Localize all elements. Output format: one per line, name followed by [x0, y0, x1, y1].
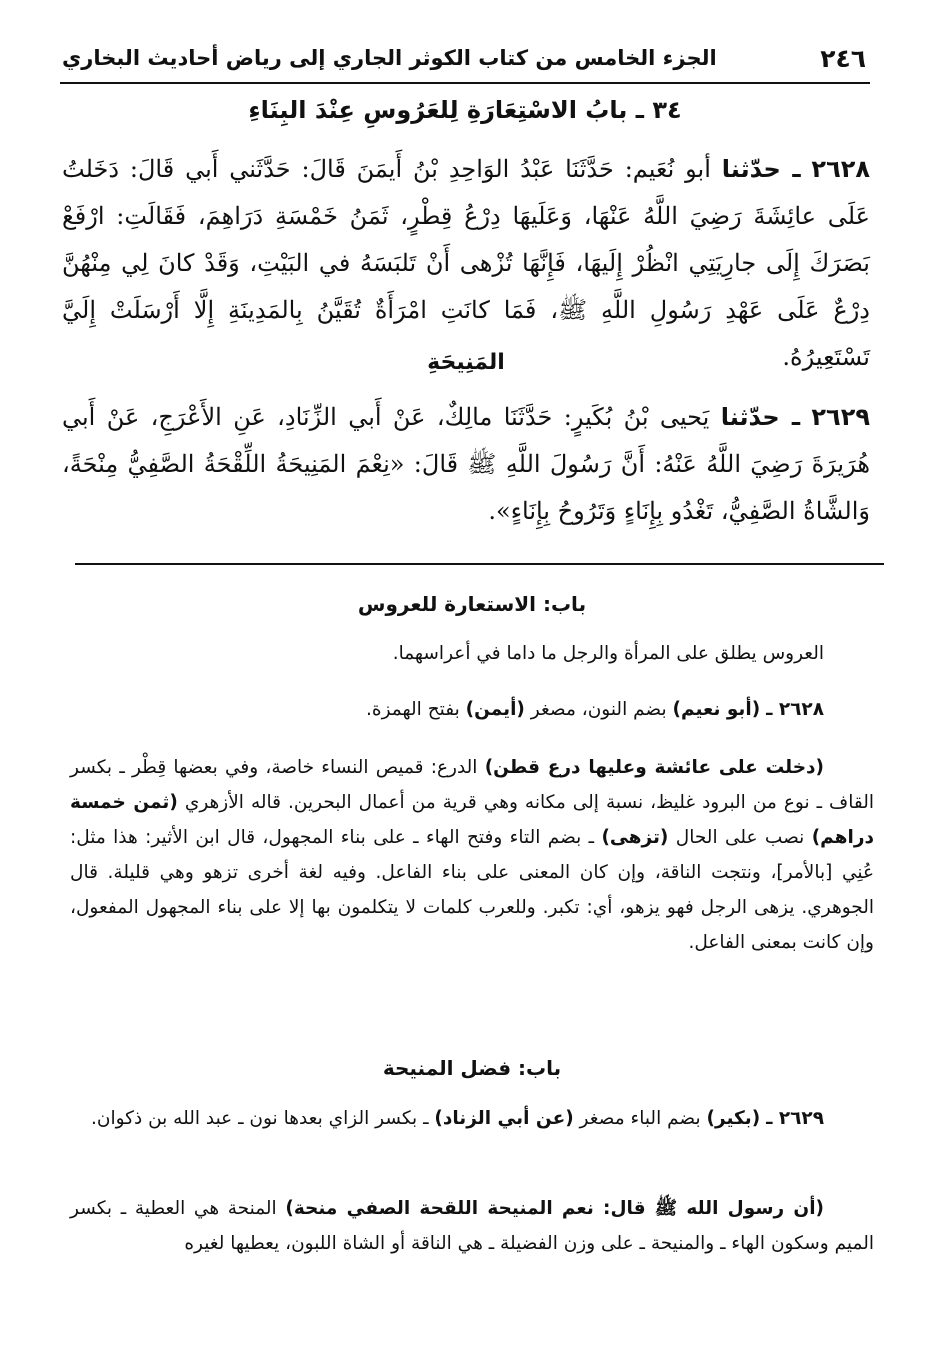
hadith-ref-number: ٢٦٢٩ ـ	[766, 1108, 824, 1129]
quoted-term: (عن أبي الزناد)	[434, 1108, 574, 1129]
commentary-text: المنحة هي العطية ـ بكسر الميم وسكون الهاء ـ والمنيحة ـ على وزن الفضيلة ـ هي الناقة أو الشاة اللبون، يعطيها لغيره	[70, 1198, 874, 1254]
section-title-minha: المَنِيحَةِ	[427, 350, 505, 375]
hadith-ref-number: ٢٦٢٨ ـ	[766, 699, 824, 720]
running-title: الجزء الخامس من كتاب الكوثر الجاري إلى رياض أحاديث البخاري	[62, 46, 717, 70]
hadith-number: ٢٦٢٨	[811, 155, 871, 183]
hadith-text: يَحيى بْنُ بُكَيرٍ: حَدَّثَنَا مالِكٌ، عَنْ أَبي الزِّنَادِ، عَنِ الأَعْرَجِ، عَنْ أَبي هُرَيرَةَ رَضِيَ اللَّهُ عَنْهُ: أَنَّ رَسُولَ اللَّهِ ﷺ قَالَ: «نِعْمَ المَنِيحَةُ اللِّقْحَةُ الصَّفِيُّ مِنْحَةً، وَالشَّاةُ الصَّفِيُّ، تَغْدُو بِإِنَاءٍ وَتَرُوحُ بِإِنَاءٍ».	[62, 403, 871, 525]
commentary-text: ـ بكسر الزاي بعدها نون ـ عبد الله بن ذكوان.	[90, 1108, 429, 1129]
commentary-text: بفتح الهمزة.	[366, 699, 460, 720]
commentary-paragraph	[70, 692, 874, 727]
hadith-text: أبو نُعَيم: حَدَّثَنَا عَبْدُ الوَاحِدِ بْنُ أَيمَنَ قَالَ: حَدَّثَني أَبي قَالَ: دَخَلتُ عَلَى عائِشَةَ رَضِيَ اللَّهُ عَنْهَا، وَعَلَيهَا دِرْعُ قِطْرٍ، ثَمَنُ خَمْسَةِ دَرَاهِمَ، فَقَالَتِ: ارْفَعْ بَصَرَكَ إِلَى جارِيَتِي انْظُرْ إِلَيهَا، فَإِنَّهَا تُزْهى أَنْ تَلبَسَهُ في البَيْتِ، وَقَدْ كانَ لِي مِنْهُنَّ دِرْعٌ عَلَى عَهْدِ رَسُولِ اللَّهِ ﷺ، فَمَا كانَتِ امْرَأَةٌ تُقَيَّنُ بِالمَدِينَةِ إِلَّا أَرْسَلَتْ إِلَيَّ تَسْتَعِيرُهُ.	[62, 155, 870, 371]
quoted-term: (دخلت على عائشة وعليها درع قطن)	[484, 757, 825, 778]
quoted-term: (تزهى)	[601, 827, 669, 848]
chapter-title: ٣٤ ـ بابُ الاسْتِعَارَةِ لِلعَرُوسِ عِنْدَ البِنَاءِ	[248, 96, 682, 124]
page-number: ٢٤٦	[820, 43, 866, 73]
commentary-heading-2: باب: فضل المنيحة	[382, 1056, 562, 1080]
quoted-term: (بكير)	[706, 1108, 761, 1129]
quoted-term: (أن رسول الله ﷺ قال: نعم المنيحة اللقحة الصفي منحة)	[285, 1198, 824, 1219]
commentary-text: بضم الباء مصغر	[579, 1108, 701, 1129]
commentary-text: ـ بضم التاء وفتح الهاء ـ على بناء المجهول، قال ابن الأثير: هذا مثل: عُنِي [بالأمر]، ونتجت الناقة، وإن كان المعنى على بناء الفاعل. وفيه لغة أخرى تزهو وهي قليلة. قال الجوهري. يزهى الرجل فهو يزهو، أي: تكبر. وللعرب كلمات لا يتكلمون بها إلا على بناء المجهول المفعول، وإن كانت بمعنى الفاعل.	[70, 827, 874, 953]
commentary-paragraph	[70, 1101, 874, 1136]
hadith-2629	[62, 394, 870, 535]
commentary-paragraph	[70, 636, 874, 671]
hadith-2628	[62, 146, 870, 381]
quoted-term: (أبو نعيم)	[672, 699, 761, 720]
quoted-term: (ثمن خمسة دراهم)	[70, 792, 874, 848]
commentary-text: الدرع: قميص النساء خاصة، وفي بعضها قِطْر ـ بكسر القاف ـ نوع من البرود غليظ، نسبة إلى مكانه وهي قرية من أعمال البحرين. قاله الأزهري	[70, 757, 874, 813]
hadith-number: ٢٦٢٩	[811, 403, 870, 431]
hadith-lead: ـ حدّثنا	[721, 155, 801, 183]
commentary-text: العروس يطلق على المرأة والرجل ما داما في أعراسهما.	[392, 643, 824, 664]
quoted-term: (أيمن)	[465, 699, 525, 720]
commentary-paragraph	[70, 750, 874, 960]
commentary-text: بضم النون، مصغر	[530, 699, 667, 720]
hadith-lead: ـ حدّثنا	[720, 403, 801, 431]
commentary-separator	[75, 563, 884, 565]
page-header	[62, 38, 866, 78]
commentary-paragraph	[70, 1191, 874, 1261]
header-rule	[60, 82, 870, 84]
commentary-heading-1: باب: الاستعارة للعروس	[357, 592, 587, 616]
commentary-text: نصب على الحال	[675, 827, 805, 848]
